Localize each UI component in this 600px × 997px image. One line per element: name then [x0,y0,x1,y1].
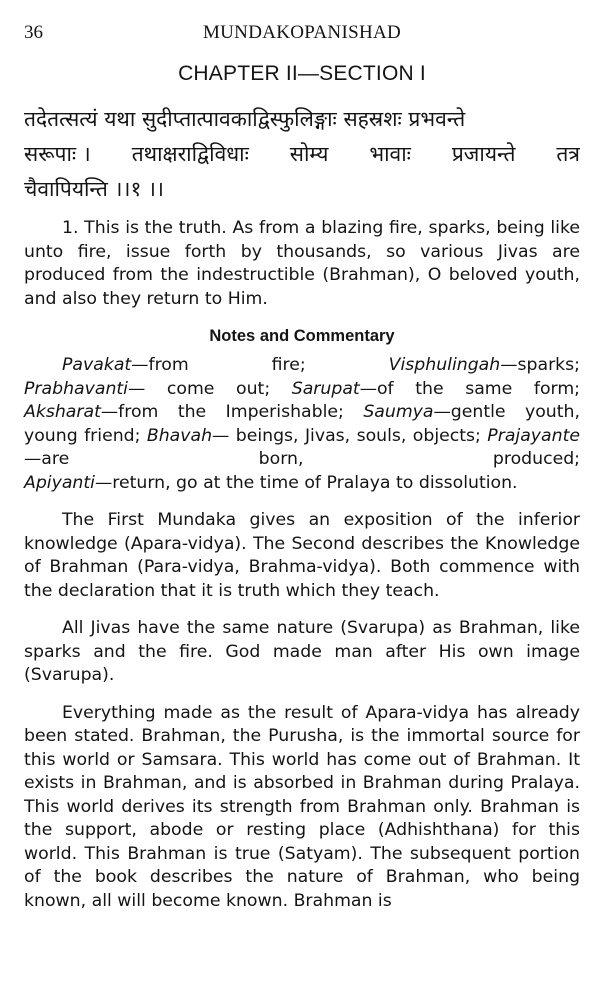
verse-line-2 [24,137,580,172]
glossary-term: Prabhavanti [24,378,128,399]
glossary-term: Bhavah [146,425,213,446]
commentary-paragraph: Everything made as the result of Apara-vidya has already been stated. Brahman, the Purusha, is the immortal source for this world or Samsara. This world has come out of Brahman. It exists in Brahman, and is absorbed in Brahman during Pralaya. This world derives its strength from Brahman only. Brahman is the support, abode or resting place (Adhishthana) for this world. This Brahman is true (Satyam). The subsequent portion of the book describes the nature of Brahman, who being known, all will become known. Brahman is [24,702,580,911]
glossary-row [24,378,580,402]
commentary-paragraph: The First Mundaka gives an exposition of the inferior knowledge (Apara-vidya). The Second describes the Knowledge of Brahman (Para-vidya, Brahma-vidya). Both commence with the declaration that it is truth which they teach. [24,510,580,601]
glossary-meaning: — beings, Jivas, souls, objects; [212,425,481,446]
glossary-term: Saumya [363,402,434,422]
glossary-meaning: —sparks; [500,355,581,375]
glossary-term: Aksharat [24,402,101,422]
page-number: 36 [24,22,43,43]
verse-word: तत्र [556,142,580,166]
glossary-term: Visphulingah [388,355,501,375]
verse-word: प्रजायन्ते [451,142,516,166]
verse-line-3: चैवापियन्ति ।।१ ।। [24,177,164,201]
glossary-term: Apiyanti [24,472,95,493]
glossary-row [24,354,580,378]
glossary-row [24,401,580,472]
glossary-term: Sarupat [291,378,360,399]
glossary-meaning: —from fire; [131,355,306,375]
glossary-meaning: —gentle youth, young friend; [24,402,580,446]
glossary-meaning: —return, go at the time of Pralaya to dissolution. [94,472,518,493]
glossary-term: Pavakat [62,355,132,375]
glossary-meaning: —from the Imperishable; [100,402,344,422]
book-title: MUNDAKOPANISHAD [202,22,402,43]
glossary-meaning: —are born, produced; [24,449,580,469]
commentary-paragraph: All Jivas have the same nature (Svarupa) as Brahman, like sparks and the fire. God made man after His own image (Svarupa). [24,618,580,685]
running-head [24,18,580,52]
chapter-heading: CHAPTER II—SECTION I [178,62,426,85]
verse-word: भावाः [369,142,411,166]
sanskrit-verse [24,102,580,207]
verse-word: सोम्य [289,142,329,166]
verse-translation: 1. This is the truth. As from a blazing fire, sparks, being like unto fire, issue forth by thousands, so various Jivas are produced from the indestructible (Brahman), O beloved youth, and also they return to Him. [24,218,580,309]
glossary-meaning: —of the same form; [359,378,580,399]
verse-word: सरूपाः । [24,142,91,166]
verse-line-1: तदेतत्सत्यं यथा सुदीप्तात्पावकाद्विस्फुलिङ्गाः सहस्रशः प्रभवन्ते [24,107,466,131]
verse-word: तथाक्षराद्विविधाः [131,142,249,166]
glossary-row [24,472,580,496]
book-page [24,18,580,913]
glossary-term: Prajayante [487,425,580,446]
glossary-meaning: — come out; [127,378,271,399]
notes-heading: Notes and Commentary [209,327,395,345]
glossary [24,354,580,495]
